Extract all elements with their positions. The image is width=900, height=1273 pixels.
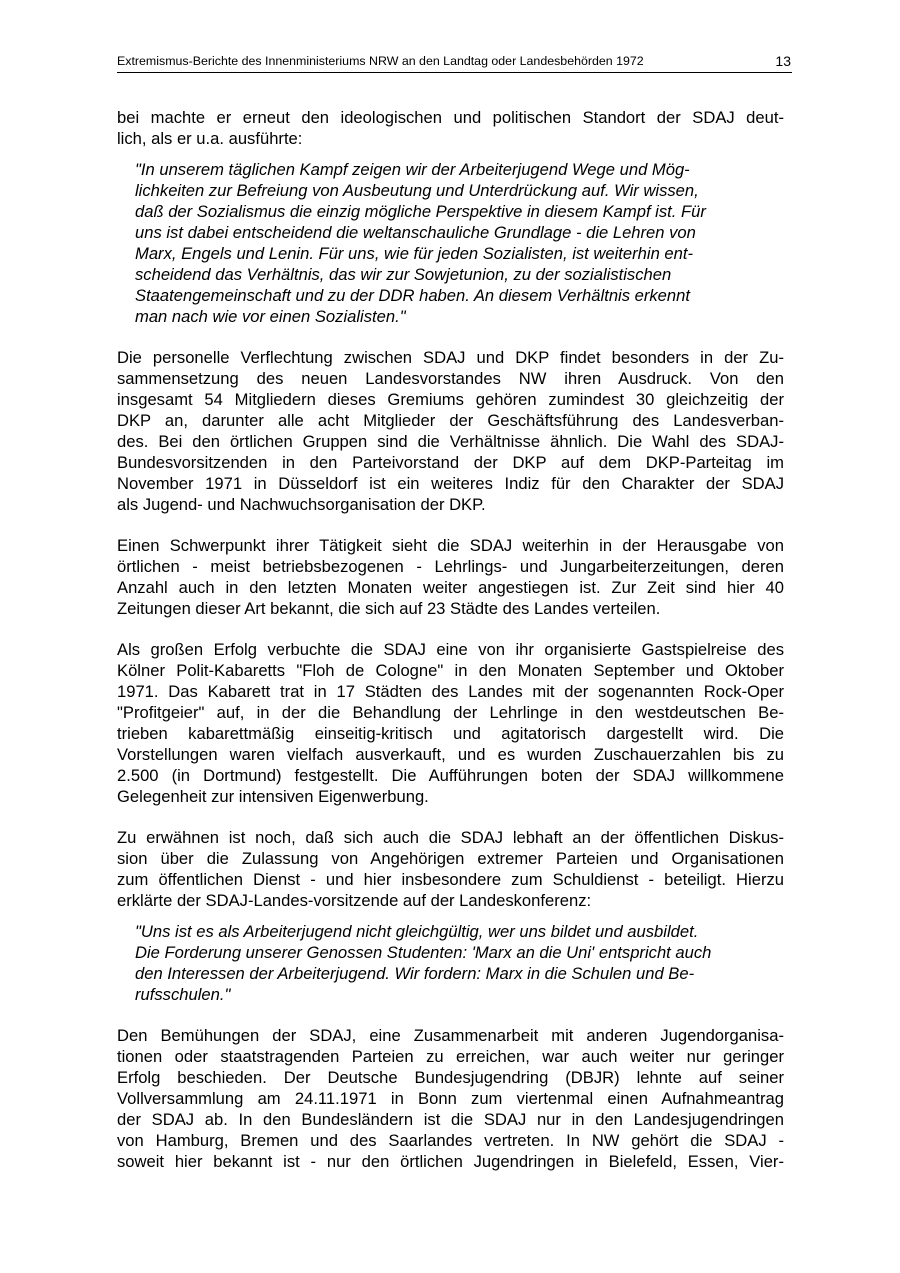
text-line: Kölner Polit-Kabaretts "Floh de Cologne" in den Monaten September und Oktober bbox=[117, 661, 784, 680]
text-line: uns ist dabei entscheidend die weltanschauliche Grundlage - die Lehren von bbox=[135, 223, 696, 242]
text-line: "Uns ist es als Arbeiterjugend nicht gleichgültig, wer uns bildet und ausbildet. bbox=[135, 922, 699, 941]
text-line: erklärte der SDAJ-Landes-vorsitzende auf der Landeskonferenz: bbox=[117, 891, 592, 910]
text-line: Erfolg beschieden. Der Deutsche Bundesjugendring (DBJR) lehnte auf seiner bbox=[117, 1068, 784, 1087]
text-line: trieben kabarettmäßig einseitig-kritisch und agitatorisch dargestellt wird. Die bbox=[117, 724, 784, 743]
text-line: zum öffentlichen Dienst - und hier insbesondere zum Schuldienst - beteiligt. Hierzu bbox=[117, 870, 784, 889]
text-line: Als großen Erfolg verbuchte die SDAJ eine von ihr organisierte Gastspielreise des bbox=[117, 640, 784, 659]
text-line: "Profitgeier" auf, in der die Behandlung der Lehrlinge in den westdeutschen Be- bbox=[117, 703, 784, 722]
text-line: 2.500 (in Dortmund) festgestellt. Die Aufführungen boten der SDAJ willkommene bbox=[117, 766, 784, 785]
paragraph-2 bbox=[117, 347, 784, 515]
text-line: "In unserem täglichen Kampf zeigen wir der Arbeiterjugend Wege und Mög- bbox=[135, 160, 690, 179]
text-line: insgesamt 54 Mitgliedern dieses Gremiums gehören zumindest 30 gleichzeitig der bbox=[117, 390, 784, 409]
text-line: des. Bei den örtlichen Gruppen sind die Verhältnisse ähnlich. Die Wahl des SDAJ- bbox=[117, 432, 784, 451]
text-line: Die personelle Verflechtung zwischen SDAJ und DKP findet besonders in der Zu- bbox=[117, 348, 784, 367]
text-line: als Jugend- und Nachwuchsorganisation der DKP. bbox=[117, 495, 486, 514]
paragraph-1 bbox=[117, 107, 784, 149]
quote-1 bbox=[117, 159, 784, 327]
text-line: der SDAJ ab. In den Bundesländern ist die SDAJ nur in den Landesjugendringen bbox=[117, 1110, 784, 1129]
text-line: November 1971 in Düsseldorf ist ein weiteres Indiz für den Charakter der SDAJ bbox=[117, 474, 784, 493]
text-line: von Hamburg, Bremen und des Saarlandes vertreten. In NW gehört die SDAJ - bbox=[117, 1131, 784, 1150]
text-line: man nach wie vor einen Sozialisten." bbox=[135, 307, 406, 326]
paragraph-6 bbox=[117, 1025, 784, 1172]
text-line: sammensetzung des neuen Landesvorstandes NW ihren Ausdruck. Von den bbox=[117, 369, 784, 388]
text-line: scheidend das Verhältnis, das wir zur Sowjetunion, zu der sozialistischen bbox=[135, 265, 672, 284]
text-line: Anzahl auch in den letzten Monaten weiter angestiegen ist. Zur Zeit sind hier 40 bbox=[117, 578, 784, 597]
text-line: rufsschulen." bbox=[135, 985, 231, 1004]
text-line: Einen Schwerpunkt ihrer Tätigkeit sieht die SDAJ weiterhin in der Herausgabe von bbox=[117, 536, 784, 555]
page-number: 13 bbox=[775, 53, 791, 69]
text-line: Die Forderung unserer Genossen Studenten: 'Marx an die Uni' entspricht auch bbox=[135, 943, 712, 962]
paragraph-4 bbox=[117, 639, 784, 807]
paragraph-5 bbox=[117, 827, 784, 911]
text-line: Zeitungen dieser Art bekannt, die sich auf 23 Städte des Landes verteilen. bbox=[117, 599, 661, 618]
text-line: bei machte er erneut den ideologischen und politischen Standort der SDAJ deut- bbox=[117, 108, 784, 127]
text-line: lichkeiten zur Befreiung von Ausbeutung und Unterdrückung auf. Wir wissen, bbox=[135, 181, 699, 200]
quote-2 bbox=[117, 921, 784, 1005]
page-header bbox=[117, 52, 792, 73]
text-line: Bundesvorsitzenden in den Parteivorstand der DKP auf dem DKP-Parteitag im bbox=[117, 453, 784, 472]
text-line: Den Bemühungen der SDAJ, eine Zusammenarbeit mit anderen Jugendorganisa- bbox=[117, 1026, 784, 1045]
text-line: soweit hier bekannt ist - nur den örtlichen Jugendringen in Bielefeld, Essen, Vier- bbox=[117, 1152, 784, 1171]
text-line: daß der Sozialismus die einzig mögliche Perspektive in diesem Kampf ist. Für bbox=[135, 202, 706, 221]
text-line: sion über die Zulassung von Angehörigen extremer Parteien und Organisationen bbox=[117, 849, 784, 868]
text-line: Marx, Engels und Lenin. Für uns, wie für jeden Sozialisten, ist weiterhin ent- bbox=[135, 244, 694, 263]
text-line: Staatengemeinschaft und zu der DDR haben. An diesem Verhältnis erkennt bbox=[135, 286, 690, 305]
text-line: Vollversammlung am 24.11.1971 in Bonn zum viertenmal einen Aufnahmeantrag bbox=[117, 1089, 784, 1108]
text-line: Vorstellungen waren vielfach ausverkauft, und es wurden Zuschauerzahlen bis zu bbox=[117, 745, 784, 764]
text-line: örtlichen - meist betriebsbezogenen - Lehrlings- und Jungarbeiterzeitungen, deren bbox=[117, 557, 784, 576]
text-line: DKP an, darunter alle acht Mitglieder der Geschäftsführung des Landesverban- bbox=[117, 411, 784, 430]
document-body bbox=[117, 107, 784, 1172]
text-line: tionen oder staatstragenden Parteien zu erreichen, war auch weiter nur geringer bbox=[117, 1047, 784, 1066]
paragraph-3 bbox=[117, 535, 784, 619]
text-line: 1971. Das Kabarett trat in 17 Städten des Landes mit der sogenannten Rock-Oper bbox=[117, 682, 784, 701]
text-line: den Interessen der Arbeiterjugend. Wir fordern: Marx in die Schulen und Be- bbox=[135, 964, 695, 983]
text-line: lich, als er u.a. ausführte: bbox=[117, 129, 303, 148]
text-line: Zu erwähnen ist noch, daß sich auch die SDAJ lebhaft an der öffentlichen Diskus- bbox=[117, 828, 784, 847]
header-title: Extremismus-Berichte des Innenministeriums NRW an den Landtag oder Landesbehörden 1972 bbox=[117, 54, 644, 68]
text-line: Gelegenheit zur intensiven Eigenwerbung. bbox=[117, 787, 429, 806]
